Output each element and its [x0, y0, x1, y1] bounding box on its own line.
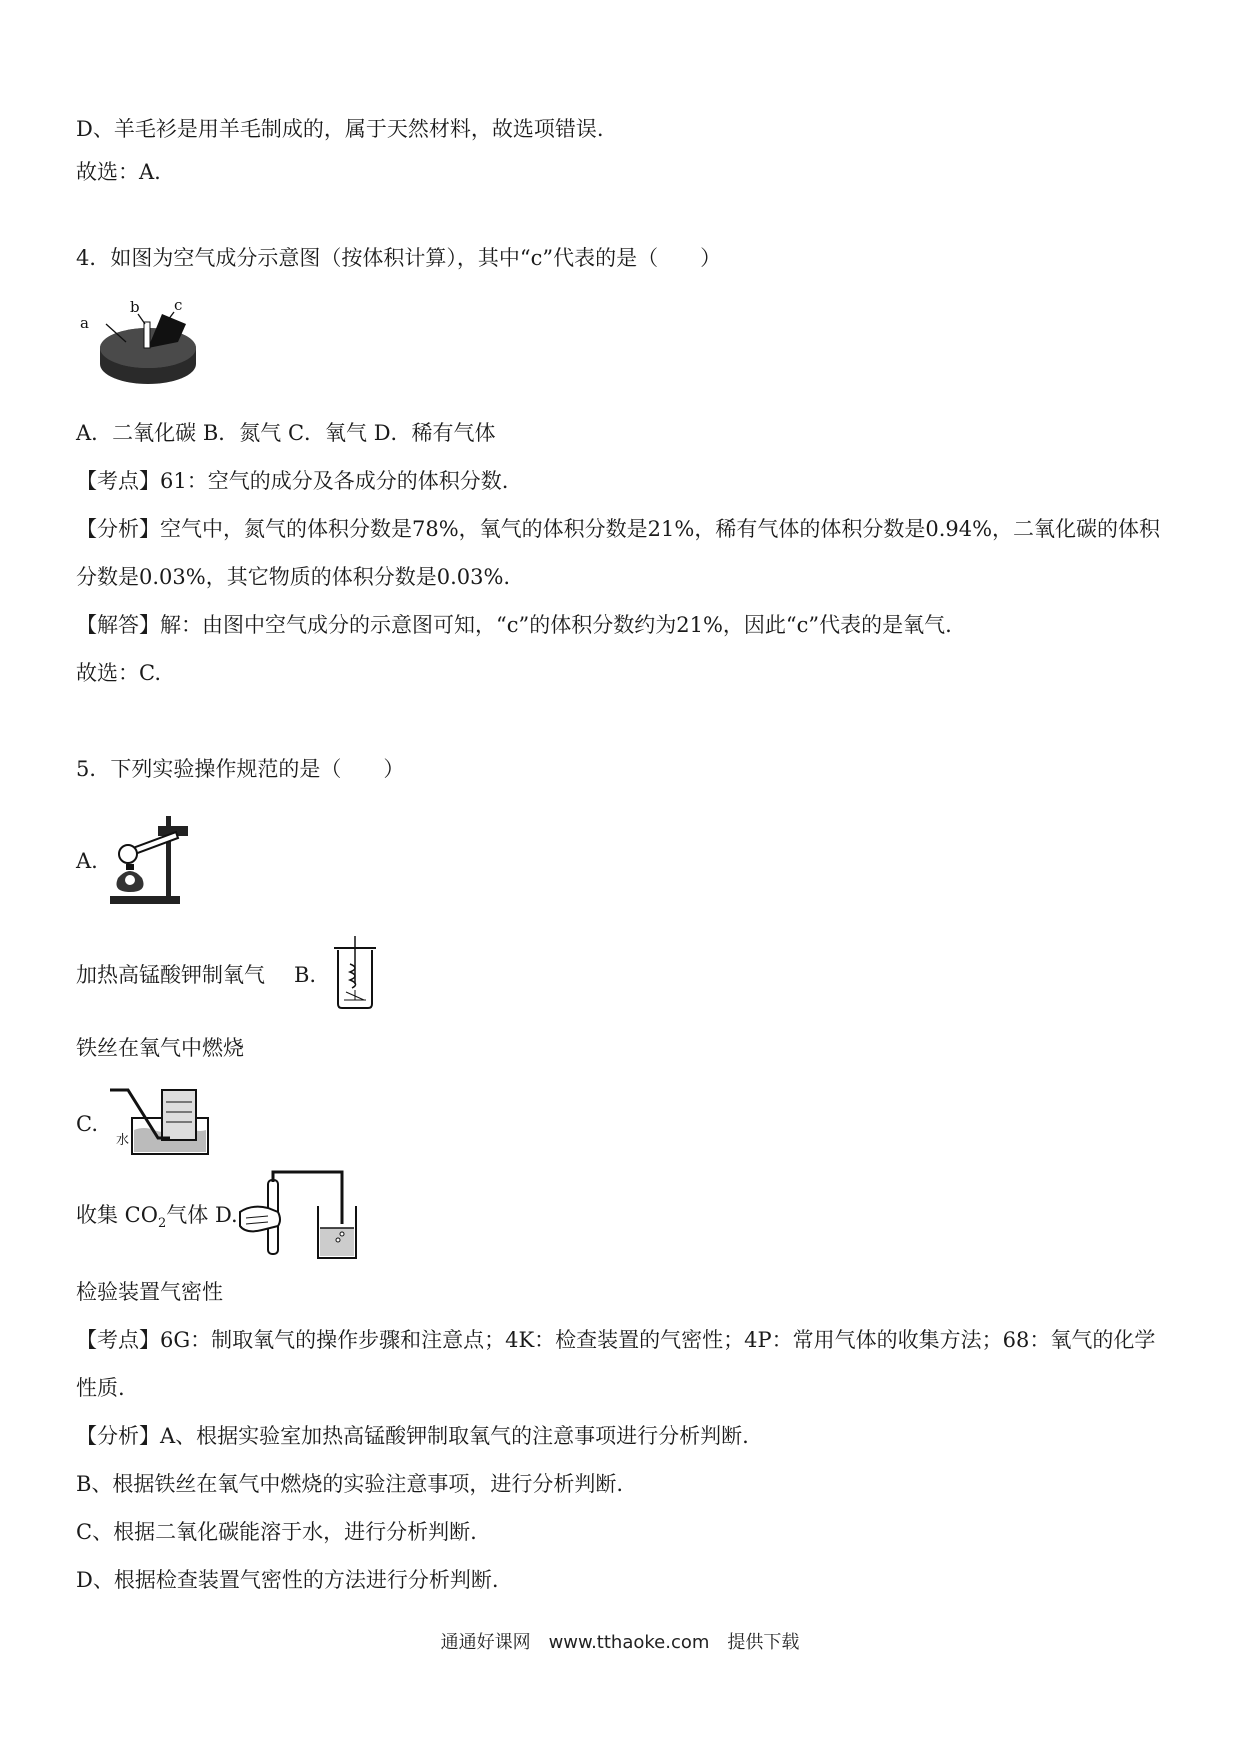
q5-option-c-caption-post: 气体 [166, 1203, 209, 1227]
pie-label-a: a [80, 314, 89, 332]
q3-option-d-explanation: D、羊毛衫是用羊毛制成的，属于天然材料，故选项错误. [76, 117, 604, 141]
airtightness-check-figure [232, 1168, 362, 1264]
air-composition-pie-figure [78, 292, 208, 402]
q5-fenxi-b: B、根据铁丝在氧气中燃烧的实验注意事项，进行分析判断. [76, 1472, 624, 1496]
q5-option-b-label: B. [294, 963, 317, 987]
q5-fenxi-c: C、根据二氧化碳能溶于水，进行分析判断. [76, 1520, 477, 1544]
q3-answer: 故选：A. [76, 160, 161, 184]
q5-stem: 5．下列实验操作规范的是（ ） [76, 757, 405, 781]
q5-option-d-caption: 检验装置气密性 [76, 1280, 223, 1304]
q5-option-c-caption [76, 1200, 238, 1239]
q5-fenxi-a: 【分析】A、根据实验室加热高锰酸钾制取氧气的注意事项进行分析判断. [76, 1424, 749, 1448]
pie-slice-b [144, 322, 150, 348]
q5-option-a-label: A. [76, 849, 98, 873]
q4-fenxi-line-2: 分数是0.03%，其它物质的体积分数是0.03%. [76, 565, 511, 589]
q4-answer: 故选：C. [76, 661, 161, 685]
q5-fenxi-d: D、根据检查装置气密性的方法进行分析判断. [76, 1568, 499, 1592]
q4-fenxi-line-1: 【分析】空气中，氮气的体积分数是78%，氧气的体积分数是21%，稀有气体的体积分数是0.94%，二氧化碳的体积 [76, 517, 1161, 541]
q4-kaodian: 【考点】61：空气的成分及各成分的体积分数. [76, 469, 509, 493]
q4-stem: 4．如图为空气成分示意图（按体积计算），其中“c”代表的是（ ） [76, 246, 722, 270]
q5-option-c-label: C. [76, 1112, 98, 1136]
q5-option-b-caption: 铁丝在氧气中燃烧 [76, 1036, 244, 1060]
co2-water-collection-figure [110, 1082, 210, 1158]
pie-label-b: b [130, 298, 140, 316]
q4-jieda: 【解答】解：由图中空气成分的示意图可知，“c”的体积分数约为21%，因此“c”代表的是氧气. [76, 613, 952, 637]
pie-label-c: c [174, 296, 183, 314]
water-label: 水 [116, 1133, 130, 1148]
q5-option-a-caption: 加热高锰酸钾制氧气 [76, 963, 265, 987]
iron-wire-burning-figure [330, 934, 380, 1010]
heating-apparatus-figure [108, 808, 194, 908]
q5-option-c-caption-pre: 收集 CO [76, 1203, 158, 1227]
q5-kaodian-line-1: 【考点】6G：制取氧气的操作步骤和注意点；4K：检查装置的气密性；4P：常用气体的收集方法；68：氧气的化学 [76, 1328, 1156, 1352]
q4-options: A．二氧化碳 B．氮气 C．氧气 D．稀有气体 [76, 421, 496, 445]
page-footer: 通通好课网 www.tthaoke.com 提供下载 [440, 1632, 800, 1653]
q5-option-d-label: D. [214, 1203, 238, 1227]
q5-option-c-sub: 2 [157, 1216, 167, 1232]
q5-kaodian-line-2: 性质. [76, 1376, 125, 1400]
